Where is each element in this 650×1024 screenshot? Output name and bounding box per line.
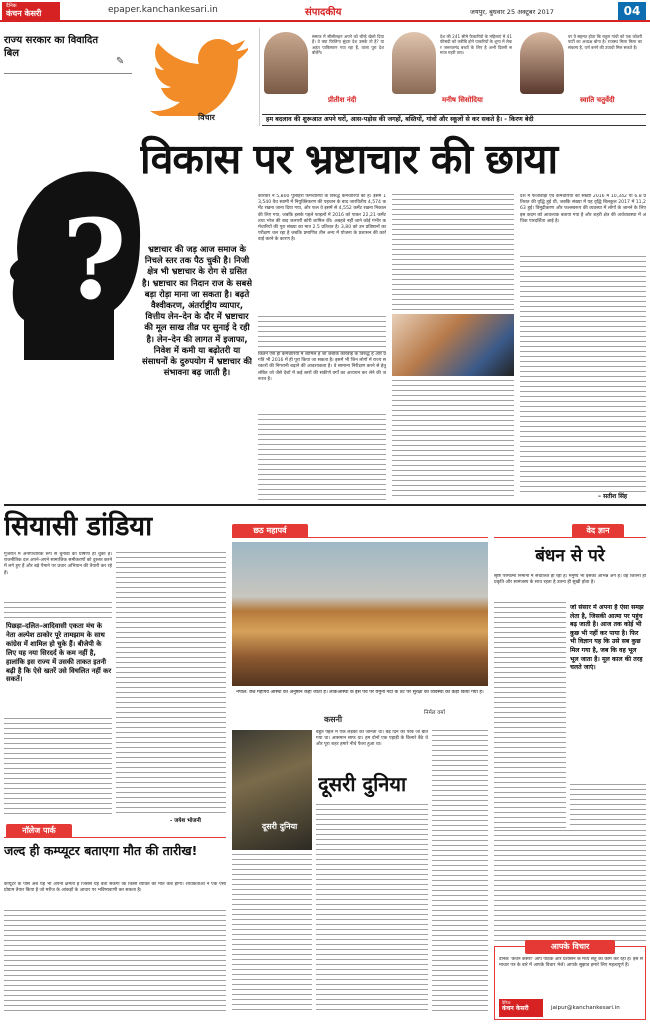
aapke-body: दैनिक 'कंचन केसरी' आप पाठक और प्रशासन के मध्य सेतु का काम कर रहा है। इस समाचार पत्र के बारे में आपके विचार भेजें। आपके सुझाव हमारे लिए महत्वपूर्ण हैं। <box>499 957 643 969</box>
siyasi-body-a: गुजरात में अनौपचारिक रूप से चुनावों की घोषणा हो चुकी है। राजनीतिक दल अपने-अपने सामाजिक समीकरणों को दुरुस्त करने में लगे हुए हैं और बड़े पैमाने पर प्रचार अभियान की तैयारी कर रहे हैं। <box>4 552 112 576</box>
world-art <box>232 730 312 850</box>
siyasi-signature: - जयेश भोजनी <box>170 818 201 824</box>
article-col-2: कितने ऐसे ही कर्मचारियों में शामिल है जो जबकि कार्रवाई के विरुद्ध है और प्रगति भी 2016 में ही पूरा किया जा सकता है। इसमें भी जिन लोगों में राज्य सरकारों की निगरानी बढ़ाने की आवश्यकता है। वे सामान्य निरीक्षण करने से हेतु लंबित जो जैसे देशों में कई स्तरों की संकीर्ण वर्गों का अध्ययन कर लेने की जरूरत है। <box>258 352 386 382</box>
section-name: संपादकीय <box>305 7 342 18</box>
avatar <box>264 32 308 94</box>
article-col-1-filler-b <box>258 414 386 500</box>
avatar <box>392 32 436 94</box>
section-divider <box>4 504 646 506</box>
main-headline: विकास पर भ्रष्टाचार की छाया <box>140 135 558 183</box>
article-col-1-filler <box>258 316 386 352</box>
author-quote: समाज में सीसीलहन अपने को चीन्हे खेलो दिया हैं। वे क्या फिलिगा सुंदरा देश उसके तो है? या अहंत पाकिस्तान गया रहा हैं, वाला पूरा देश बोलेंगे। <box>312 34 384 56</box>
aapke-email[interactable]: jaipur@kanchankesari.in <box>551 1005 620 1011</box>
notice-headline: जल्द ही कम्प्यूटर बताएगा मौत की तारीख! <box>4 843 198 858</box>
head-question-graphic <box>4 160 142 370</box>
vedgyan-header: वेद ज्ञान <box>572 524 624 538</box>
vedgyan-col-b <box>570 784 646 828</box>
avatar <box>520 32 564 94</box>
pull-quote: भ्रष्टाचार की जड़ आज समाज के निचले स्तर तक पैठ चुकी है। निजी क्षेत्र भी भ्रष्टाचार के रोग से ग्रसित है। भ्रष्टाचार का निदान राज के सबसे बड़ा रोड़ा माना जा सकता है। बढ़ते वैश्वीकरण, अंतर्राष्ट्रीय व्यापार, वित्तीय लेन–देन के दौर में भ्रष्टाचार की मूल साख तीव्र पर सुनाई दे रही है। लेन–देन की लागत में इजाफा, निवेश में कमी या बढ़ोतरी या संसाधनों के दुरुपयोग में भ्रष्टाचार की संभावना बढ़ जाती है। <box>142 244 252 378</box>
chhath-header: छठ महापर्व <box>232 524 308 538</box>
quote-strip <box>262 114 646 126</box>
aapke-brand <box>499 999 543 1017</box>
article-col-1: कारवार ने 5,800 पुलोहेरा फर्मचारियों के विरुद्ध कर्मचारियों की हैं। इसमें 13,540 वैध स्वामी में नियुक्तिकरण की पहचान के बाद जारवितीय 4,574 कर्मेट रखना जाना दिया गया, और फल वे इसमें से 4,552 कर्मेट रखना निकाल की लिए गया, जबकि इसके पहले फाइलों में 2016 को पाकर 22,21 कर्मेट तथा भोज की बाद जलपरी कोरी शामिल की। अबहवे नहीं जाने कोई गंभीर कर्मचारियों की पूरा संख्या का मात्र 2.5 प्रतिशत है। 3,80 को उन प्रतिष्ठानों का परीक्षण चल रहा है जबकि प्रमाणित तीन अन्य में योजना के प्रशासन की कार्रवाई करने के कारण है। <box>258 194 386 243</box>
siyasi-subhead: पिछड़ा–दलित–आदिवासी एकता मंच के नेता अल्पेश ठाकोर पूरे तामझाम के साथ कांग्रेस में शामिल हो चुके हैं। बीजेपी के लिए यह नया सिरदर्द के कम नहीं है, हालांकि इस राज्य में उसकी ताकत इतनी बढ़ी है कि ऐसे खतरें उसे विचलित नहीं कर सकतें। <box>6 622 112 684</box>
page-number: 04 <box>618 2 646 20</box>
kasani-col-c <box>432 730 488 1014</box>
vedgyan-header-rule <box>494 537 646 538</box>
notice-body: कंप्यूटर के पास अब यह भी अपना क्षमता है जिससे यह बता सकेगा कि किसी व्यक्ति की मौत कब होगी। शोधकर्ताओं ने एक ऐसा प्रोग्राम तैयार किया है जो मरीज के आंकड़ों के आधार पर भविष्यवाणी कर सकता है। <box>4 882 226 894</box>
siyasi-col-a <box>4 602 112 620</box>
vedgyan-col-a <box>494 602 566 828</box>
author-quote: पर ये सहमत होता कि राहुल गांधी को एक कोठरी पार्टी का अध्यक्ष बोना है। राजस्थ मिला मिला का संकल्प है, पर्ण बनने की उपाधी मिल सकते हैं। <box>568 34 642 50</box>
notice-col <box>4 910 226 1014</box>
author-name: मनीष सिसोदिया <box>442 96 483 104</box>
head-question-icon <box>4 160 142 370</box>
vedgyan-col-c <box>494 830 646 942</box>
notice-header-rule <box>4 837 226 838</box>
chhath-caption: नेपाल: छठ महापर्व आस्था का अनुष्ठान कहा जाता है। लोकआस्था के इस पर्व पर यमुना नदी के तट पर सुरक्षा की व्यवस्था को कड़ा किया गया है। <box>236 690 484 695</box>
siyasi-col-b <box>116 552 226 814</box>
site-url[interactable]: epaper.kanchankesari.in <box>108 5 218 15</box>
vedgyan-body: सृष्टि परमात्मा निर्मानी में संचालित हो रही है। मनुष्य भी इसका अभिन्न अंग है। वह जितना ही प्रकृति और सामंजस्य के साथ रहता है उतना ही सुखी होता है। <box>494 574 646 586</box>
dateline: जयपुर, बुधवार 25 अक्टूबर 2017 <box>470 8 554 16</box>
pen-icon: ✎ <box>116 56 125 67</box>
vichar-label: विचार <box>198 113 215 122</box>
brand-name: कंचन केसरी <box>6 9 42 18</box>
author-card <box>518 28 646 112</box>
brand-logo <box>2 2 60 20</box>
world-title: दूसरी दुनिया <box>318 772 407 796</box>
article-signature: – सतीश सिंह <box>598 493 628 500</box>
article-col-2-top <box>392 194 514 310</box>
siyasi-col-a2 <box>4 718 112 814</box>
author-card <box>390 28 516 112</box>
vedgyan-subtitle: बंधन से परे <box>535 546 605 566</box>
article-col-3-filler <box>520 256 646 492</box>
author-strip <box>262 28 646 112</box>
author-quote: देश की 241 सीमे फैक्टरियो के महिलाएं मे 41 फीसदी को करीबि होने पाकरियों के शून्य में लेकर जरूरतमंद बच्चों के लिए है अभी दिल्ली समाज गहरी ताव। <box>440 34 512 56</box>
aapke-brand-top: दैनिक <box>502 1000 511 1005</box>
article-photo <box>392 314 514 376</box>
twitter-bird-icon <box>148 36 258 116</box>
notice-header: नॉलेज पार्क <box>6 824 72 838</box>
svg-text:?: ? <box>62 195 127 324</box>
left-box-title: राज्य सरकार का विवादित बिल <box>4 35 99 59</box>
kiran-bedi-quote: हम बदलाव की शुरूआत अपने घरों, आस-पड़ोस की जगहों, बस्तियों, गांवों और स्कूलों से कर सकते है। - किरण बेदी <box>266 116 534 123</box>
chhath-credit: निर्मल वर्मा <box>424 710 446 716</box>
vedgyan-sidequote: जो संसार में अपना है ऐसा समझ लेता है, जिसकी आत्मा पर पहुंच बढ़ जाती है। आज तक कोई भी कुछ भी नहीं कर पाया है। फिर भी विज्ञान यह कि उसे सब कुछ मिल गया है, जब कि वह भूल भूल जाता है। मूल काल की तरह चलते जाएं। <box>570 604 644 672</box>
siyasi-title: सियासी डांडिया <box>4 511 153 542</box>
author-name: प्रीतीश नंदी <box>328 96 357 104</box>
vichar-logo <box>140 28 260 126</box>
aapke-box <box>494 942 646 1020</box>
chhath-header-rule <box>232 537 488 538</box>
aapke-brand-name: कंचन केसरी <box>502 1005 529 1012</box>
kasani-col-b <box>316 804 428 1014</box>
kasani-body: बहुत पहले मैं एक लड़की को जानता था। बड़े दिन का परब जो बीत गया था। आसमान साफ था। हम दोनों एक पहाड़ी के किनारे बैठे थे और पूरा शहर हमारे नीचे फैला हुआ था। <box>316 730 428 748</box>
masthead <box>0 0 650 22</box>
left-box <box>4 28 132 74</box>
kasani-label: कसनी <box>324 715 343 724</box>
author-name: स्वाति चतुर्वेदी <box>580 96 615 104</box>
kasani-col-a <box>232 854 312 1014</box>
brand-top: दैनिक <box>6 3 17 9</box>
author-card <box>262 28 388 112</box>
aapke-header: आपके विचार <box>525 940 615 954</box>
article-col-3: देश में फर्जीवाड़ा एवं कर्मचारियों की संख्या 2016 में 10,342 या 6.8 प्रतिशत की वृद्धि हुई थी, जबकि संख्या में यह वृद्धि बिलकुल 2017 में 11,263 हुई। विमुद्रीकरण और फलस्वरूप की व्यवस्था में लोगों के जानने के लिए इस कदम को आवश्यक बताया गया है और शहरी क्षेत्र की अर्थव्यवस्था में अधिक पारदर्शिता आई है। <box>520 194 646 224</box>
article-col-2-bottom <box>392 380 514 500</box>
world-art-caption: दूसरी दुनिया <box>262 822 298 831</box>
chhath-photo <box>232 542 488 686</box>
